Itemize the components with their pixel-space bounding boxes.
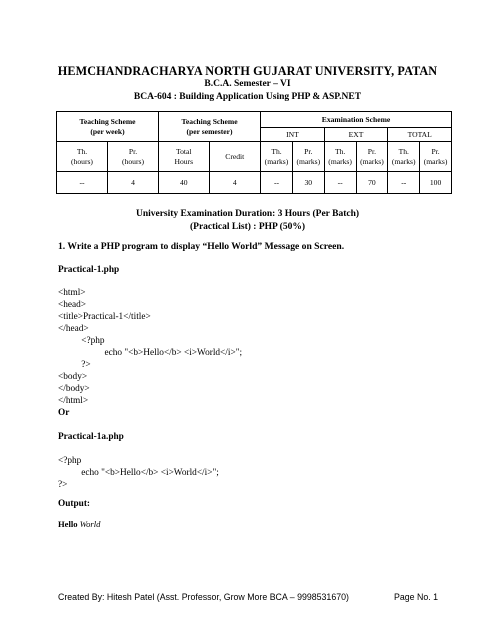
table-row (57, 172, 452, 194)
code-line: echo "<b>Hello</b> <i>World</i>"; (58, 468, 219, 478)
code-line: ?> (58, 480, 68, 490)
code-line: <html> (58, 288, 86, 298)
practical-list-title: (Practical List) : PHP (50%) (189, 222, 306, 232)
footer-credit: Created By: Hitesh Patel (Asst. Professor, Grow More BCA – 9998531670) (58, 592, 349, 602)
col-credit: Credit (209, 142, 261, 172)
ext-header: EXT (324, 128, 388, 142)
col-tot-th: Th. (marks) (388, 142, 420, 172)
exam-duration: University Examination Duration: 3 Hours (Per Batch) (135, 209, 360, 219)
file-name-1: Practical-1.php (58, 265, 120, 275)
cell-credit: 4 (209, 172, 261, 194)
code-line: ?> (58, 360, 91, 370)
code-line: </head> (58, 324, 89, 334)
col-total-hours: Total Hours (159, 142, 209, 172)
university-title: HEMCHANDRACHARYA NORTH GUJARAT UNIVERSITY, PATAN (57, 64, 438, 78)
code-line: </body> (58, 384, 90, 394)
col-th-hours: Th. (hours) (57, 142, 108, 172)
cell-ext-th: -- (324, 172, 356, 194)
output-label: Output: (58, 499, 91, 509)
code-line: <body> (58, 372, 88, 382)
col-tot-pr: Pr. (marks) (420, 142, 452, 172)
total-header: TOTAL (388, 128, 452, 142)
code-line: echo "<b>Hello</b> <i>World</i>"; (58, 348, 243, 358)
subject-line: BCA-604 : Building Application Using PHP & ASP.NET (133, 92, 362, 102)
or-separator: Or (58, 408, 70, 418)
cell-int-pr: 30 (292, 172, 324, 194)
output-result (58, 519, 100, 529)
scheme-table (56, 111, 452, 194)
cell-int-th: -- (261, 172, 293, 194)
cell-tot-pr: 100 (420, 172, 452, 194)
cell-tot-th: -- (388, 172, 420, 194)
col-int-th: Th. (marks) (261, 142, 293, 172)
col-ext-pr: Pr. (marks) (356, 142, 388, 172)
code-line: </html> (58, 396, 89, 406)
code-line: <title>Practical-1</title> (58, 312, 151, 322)
output-italic-text: World (79, 519, 101, 529)
question-heading: 1. Write a PHP program to display “Hello World” Message on Screen. (58, 241, 345, 252)
code-line: <?php (58, 456, 82, 466)
col-int-pr: Pr. (marks) (292, 142, 324, 172)
col-pr-hours: Pr. (hours) (108, 142, 159, 172)
file-name-2: Practical-1a.php (58, 432, 124, 442)
exam-scheme-header: Examination Scheme (261, 112, 452, 128)
int-header: INT (261, 128, 325, 142)
cell-ext-pr: 70 (356, 172, 388, 194)
output-bold-text: Hello (58, 519, 78, 529)
teaching-per-semester-header: Teaching Scheme (per semester) (159, 112, 261, 142)
code-line: <?php (58, 336, 105, 346)
code-line: <head> (58, 300, 87, 310)
cell-pr-hours: 4 (108, 172, 159, 194)
cell-th-hours: -- (57, 172, 108, 194)
col-ext-th: Th. (marks) (324, 142, 356, 172)
teaching-per-week-header: Teaching Scheme (per week) (57, 112, 159, 142)
page-number: Page No. 1 (393, 592, 438, 602)
semester-line: B.C.A. Semester – VI (204, 79, 291, 89)
cell-total-hours: 40 (159, 172, 209, 194)
